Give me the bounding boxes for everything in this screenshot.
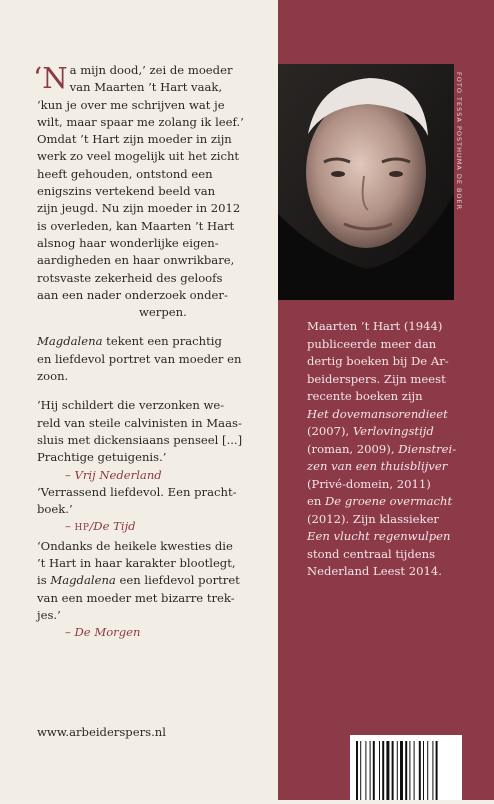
- quote-2: ‘Verrassend liefdevol. Een pracht- boek.’ – HP/De Tijd: [37, 484, 237, 534]
- blurb-paragraph-2: Magdalena tekent een prachtig en liefdevol portret van moeder en zoon.: [37, 334, 242, 384]
- barcode: [350, 735, 462, 800]
- author-bio: Maarten ’t Hart (1944) publiceerde meer dan dertig boeken bij De Ar- beiderspers. Zijn meest recente boeken zijn Het dovemansorendieet (2007), Verlovingstijd (roman, 2009), Dienstrei- zen van een thuisblijver (Privé-domein, 2011) en De groene overmacht (2012). Zijn klassieker Een vlucht regenwulpen stond centraal tijdens Nederland Leest 2014.: [307, 319, 457, 578]
- quote-1-source: – Vrij Nederland: [65, 467, 162, 482]
- photo-credit: FOTO TESSA POSTHUMA DE BOER: [455, 72, 463, 211]
- blurb-text: [33, 61, 273, 642]
- website-link[interactable]: www.arbeiderspers.nl: [37, 725, 166, 739]
- quote-1: ‘Hij schildert die verzonken we- reld van steile calvinisten in Maas- sluis met dickensiaans penseel [...] Prachtige getuigenis.’ – Vrij Nederland: [37, 398, 243, 482]
- book-title: Magdalena: [37, 334, 103, 349]
- quote-2-source: – HP/De Tijd: [65, 519, 136, 534]
- quote-3: ‘Ondanks de heikele kwesties die ’t Hart in haar karakter blootlegt, is Magdalena een liefdevol portret van een moeder met bizarre trek- jes.’ – De Morgen: [37, 538, 240, 640]
- blurb-paragraph-1: ‘N a mijn dood,’ zei de moeder van Maarten ’t Hart vaak, ‘kun je over me schrijven wat je wilt, maar spaar me zolang ik leef.’ Omdat ’t Hart zijn moeder in zijn werk zo veel mogelijk uit het zicht heeft gehouden, ontstond een enigszins vertekend beeld van zijn jeugd. Nu zijn moeder in 2012 is overleden, kan Maarten ’t Hart alsnog haar wonderlijke eigen- aardigheden en haar onwrikbare, rotsvaste zekerheid des geloofs aan een nader onderzoek onder- werpen.: [33, 61, 244, 320]
- quote-3-source: – De Morgen: [65, 625, 141, 640]
- author-photo: [278, 64, 454, 300]
- dropcap: ‘N: [33, 61, 68, 95]
